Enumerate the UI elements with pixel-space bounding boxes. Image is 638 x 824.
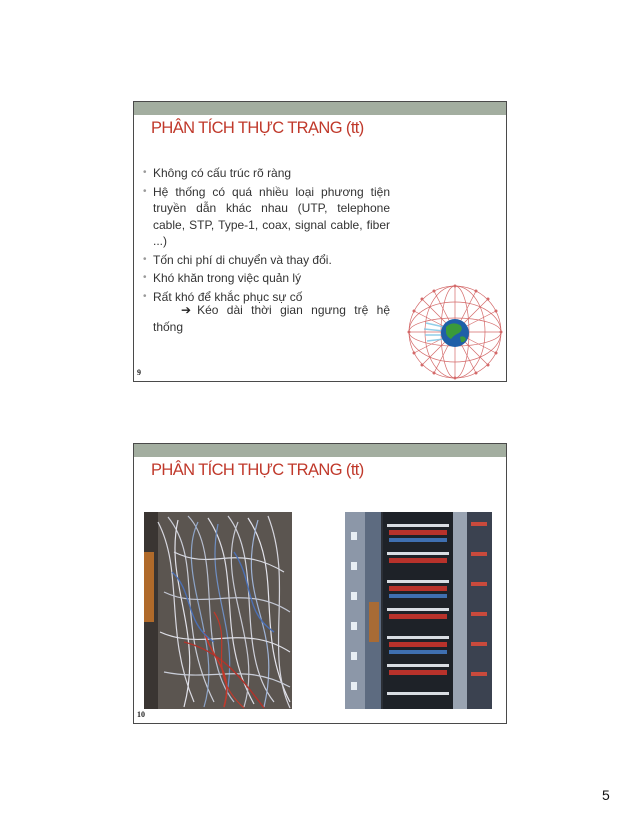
wireframe-globe-icon: [404, 283, 506, 381]
tangled-cables-photo: [144, 512, 292, 709]
bullet-list: [143, 165, 390, 307]
slide-10: [133, 443, 507, 724]
list-item: • Rất khó để khắc phục sự cố: [143, 289, 303, 304]
bullet-dot-icon: •: [143, 272, 147, 283]
slide-header-band: [134, 444, 506, 457]
slide-number: 9: [137, 368, 141, 377]
conclusion-text: ➔ Kéo dài thời gian ngưng trệ hệ thống: [153, 303, 390, 334]
list-item: • Tốn chi phí di chuyển và thay đổi.: [143, 252, 332, 267]
bullet-dot-icon: •: [143, 167, 147, 178]
slide-title: PHÂN TÍCH THỰC TRẠNG (tt): [151, 119, 364, 137]
slide-header-band: [134, 102, 506, 115]
network-rack-photo: [345, 512, 492, 709]
arrow-right-icon: ➔: [181, 303, 192, 317]
bullet-dot-icon: •: [143, 290, 147, 302]
slide-9: [133, 101, 507, 382]
bullet-dot-icon: •: [143, 185, 147, 197]
list-item: • Khó khăn trong việc quản lý: [143, 271, 302, 285]
slide-title: PHÂN TÍCH THỰC TRẠNG (tt): [151, 461, 364, 479]
page-number: 5: [602, 787, 610, 803]
list-item: • Hệ thống có quá nhiều loại phương tiện truyền dẫn khác nhau (UTP, telephone cable, STP, Type-1, coax, signal cable, fiber ...): [143, 184, 390, 248]
slide-number: 10: [137, 710, 145, 719]
list-item: • Không có cấu trúc rõ ràng: [143, 166, 292, 180]
bullet-dot-icon: •: [143, 253, 147, 265]
